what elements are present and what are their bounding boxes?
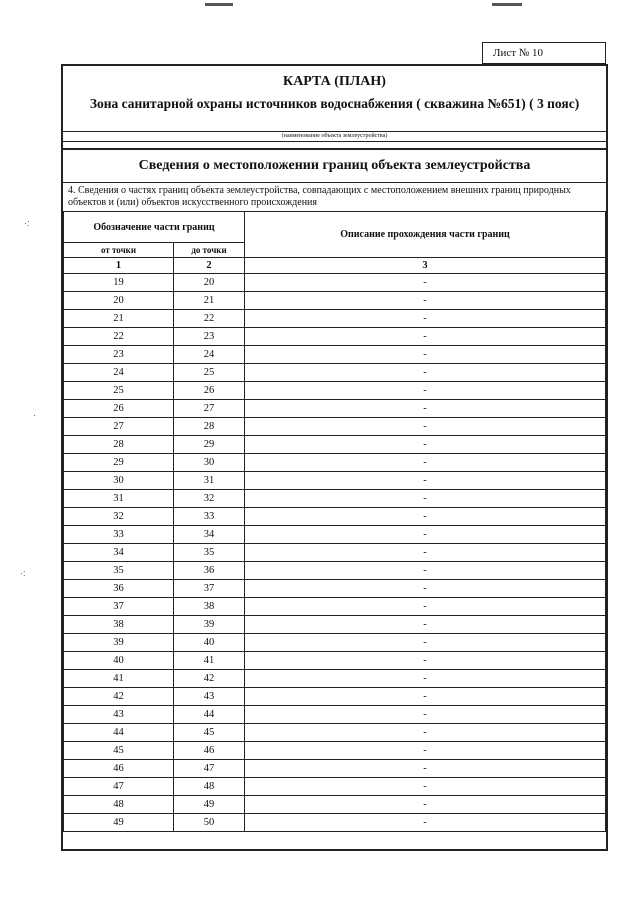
column-number: 2 [174,258,245,274]
from-point-cell: 46 [64,760,174,778]
table-row [64,364,606,382]
table-body [64,274,606,832]
from-point-cell: 32 [64,508,174,526]
table-row [64,526,606,544]
boundary-parts-table [63,211,606,832]
description-cell: - [245,562,606,580]
from-point-cell: 24 [64,364,174,382]
table-row [64,796,606,814]
from-point-cell: 26 [64,400,174,418]
from-point-cell: 23 [64,346,174,364]
from-point-cell: 34 [64,544,174,562]
description-cell: - [245,436,606,454]
table-row [64,670,606,688]
description-cell: - [245,580,606,598]
description-cell: - [245,382,606,400]
header-boundary-designation: Обозначение части границ [64,212,245,243]
table-row [64,760,606,778]
description-cell: - [245,814,606,832]
to-point-cell: 33 [174,508,245,526]
to-point-cell: 45 [174,724,245,742]
table-row [64,814,606,832]
to-point-cell: 39 [174,616,245,634]
table-row [64,274,606,292]
to-point-cell: 43 [174,688,245,706]
from-point-cell: 19 [64,274,174,292]
to-point-cell: 50 [174,814,245,832]
description-cell: - [245,598,606,616]
table-row [64,472,606,490]
table-row [64,706,606,724]
to-point-cell: 48 [174,778,245,796]
to-point-cell: 40 [174,634,245,652]
divider [63,141,606,142]
table-row [64,742,606,760]
to-point-cell: 23 [174,328,245,346]
description-cell: - [245,670,606,688]
scan-mark-right [492,3,522,6]
table-row [64,544,606,562]
page-title: КАРТА (ПЛАН) [283,74,386,89]
description-cell: - [245,634,606,652]
table-row [64,652,606,670]
document-frame [61,64,608,851]
object-name: Зона санитарной охраны источников водоснабжения ( скважина №651) ( 3 пояс) [89,96,580,111]
description-cell: - [245,454,606,472]
to-point-cell: 46 [174,742,245,760]
table-row [64,616,606,634]
from-point-cell: 44 [64,724,174,742]
margin-mark: ·: [20,568,26,578]
from-point-cell: 30 [64,472,174,490]
table-row [64,382,606,400]
table-row [64,490,606,508]
to-point-cell: 37 [174,580,245,598]
to-point-cell: 34 [174,526,245,544]
table-row [64,562,606,580]
to-point-cell: 27 [174,400,245,418]
from-point-cell: 29 [64,454,174,472]
table-row [64,436,606,454]
from-point-cell: 37 [64,598,174,616]
column-number: 1 [64,258,174,274]
table-row [64,400,606,418]
from-point-cell: 33 [64,526,174,544]
from-point-cell: 41 [64,670,174,688]
from-point-cell: 47 [64,778,174,796]
description-cell: - [245,724,606,742]
to-point-cell: 26 [174,382,245,400]
table-row [64,778,606,796]
description-cell: - [245,706,606,724]
to-point-cell: 25 [174,364,245,382]
from-point-cell: 42 [64,688,174,706]
from-point-cell: 20 [64,292,174,310]
description-cell: - [245,742,606,760]
table-row [64,634,606,652]
header-from-point: от точки [64,243,174,258]
description-cell: - [245,472,606,490]
header-to-point: до точки [174,243,245,258]
column-number: 3 [245,258,606,274]
description-cell: - [245,274,606,292]
from-point-cell: 25 [64,382,174,400]
description-cell: - [245,616,606,634]
description-cell: - [245,310,606,328]
description-cell: - [245,328,606,346]
from-point-cell: 43 [64,706,174,724]
from-point-cell: 39 [64,634,174,652]
table-row [64,346,606,364]
scan-mark-left [205,3,233,6]
description-cell: - [245,490,606,508]
to-point-cell: 36 [174,562,245,580]
to-point-cell: 29 [174,436,245,454]
description-cell: - [245,418,606,436]
section-title: Сведения о местоположении границ объекта землеустройства [138,158,531,173]
description-cell: - [245,508,606,526]
from-point-cell: 48 [64,796,174,814]
to-point-cell: 21 [174,292,245,310]
table-row [64,454,606,472]
to-point-cell: 32 [174,490,245,508]
table-row [64,598,606,616]
from-point-cell: 36 [64,580,174,598]
description-cell: - [245,526,606,544]
description-cell: - [245,652,606,670]
description-cell: - [245,544,606,562]
to-point-cell: 35 [174,544,245,562]
from-point-cell: 31 [64,490,174,508]
from-point-cell: 22 [64,328,174,346]
divider [63,131,606,132]
from-point-cell: 40 [64,652,174,670]
title-block [63,66,606,131]
table-row [64,328,606,346]
from-point-cell: 28 [64,436,174,454]
to-point-cell: 38 [174,598,245,616]
from-point-cell: 27 [64,418,174,436]
header-description: Описание прохождения части границ [245,212,606,258]
table-row [64,418,606,436]
table-row [64,688,606,706]
margin-mark: ·: [24,218,30,228]
table-row [64,580,606,598]
to-point-cell: 31 [174,472,245,490]
to-point-cell: 41 [174,652,245,670]
to-point-cell: 28 [174,418,245,436]
margin-mark: · [33,410,36,420]
to-point-cell: 42 [174,670,245,688]
description-cell: - [245,346,606,364]
to-point-cell: 47 [174,760,245,778]
to-point-cell: 24 [174,346,245,364]
description-cell: - [245,400,606,418]
description-cell: - [245,292,606,310]
from-point-cell: 35 [64,562,174,580]
table-row [64,310,606,328]
description-cell: - [245,760,606,778]
to-point-cell: 30 [174,454,245,472]
from-point-cell: 21 [64,310,174,328]
from-point-cell: 38 [64,616,174,634]
sheet-number: Лист № 10 [482,42,606,64]
table-row [64,508,606,526]
to-point-cell: 44 [174,706,245,724]
description-cell: - [245,364,606,382]
description-cell: - [245,688,606,706]
description-cell: - [245,778,606,796]
from-point-cell: 45 [64,742,174,760]
object-name-caption: (наименование объекта землеустройства) [281,133,388,139]
section-note: 4. Сведения о частях границ объекта землеустройства, совпадающих с местоположением внешних границ природных объектов и (или) объектов искусственного происхождения [68,185,571,208]
from-point-cell: 49 [64,814,174,832]
table-row [64,724,606,742]
to-point-cell: 22 [174,310,245,328]
description-cell: - [245,796,606,814]
divider [63,182,606,183]
to-point-cell: 20 [174,274,245,292]
table-row [64,292,606,310]
to-point-cell: 49 [174,796,245,814]
